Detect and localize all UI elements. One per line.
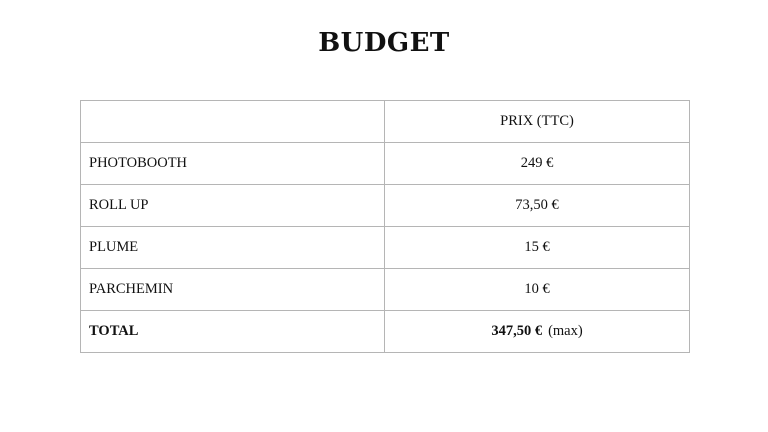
total-note: (max) — [548, 323, 583, 339]
item-cell: PHOTOBOOTH — [81, 143, 385, 185]
header-item-cell — [81, 101, 385, 143]
table-row — [81, 143, 690, 185]
page-title: BUDGET — [318, 28, 450, 58]
total-price-cell — [385, 311, 690, 353]
budget-table — [80, 100, 690, 353]
price-cell: 249 € — [385, 143, 690, 185]
total-row — [81, 311, 690, 353]
table-header-row — [81, 101, 690, 143]
price-cell: 73,50 € — [385, 185, 690, 227]
item-cell: ROLL UP — [81, 185, 385, 227]
item-cell: PLUME — [81, 227, 385, 269]
table-row — [81, 185, 690, 227]
header-price-cell: PRIX (TTC) — [385, 101, 690, 143]
price-cell: 10 € — [385, 269, 690, 311]
item-cell: PARCHEMIN — [81, 269, 385, 311]
total-price: 347,50 € — [491, 323, 543, 339]
total-label-cell: TOTAL — [81, 311, 385, 353]
table-row — [81, 269, 690, 311]
table-row — [81, 227, 690, 269]
price-cell: 15 € — [385, 227, 690, 269]
